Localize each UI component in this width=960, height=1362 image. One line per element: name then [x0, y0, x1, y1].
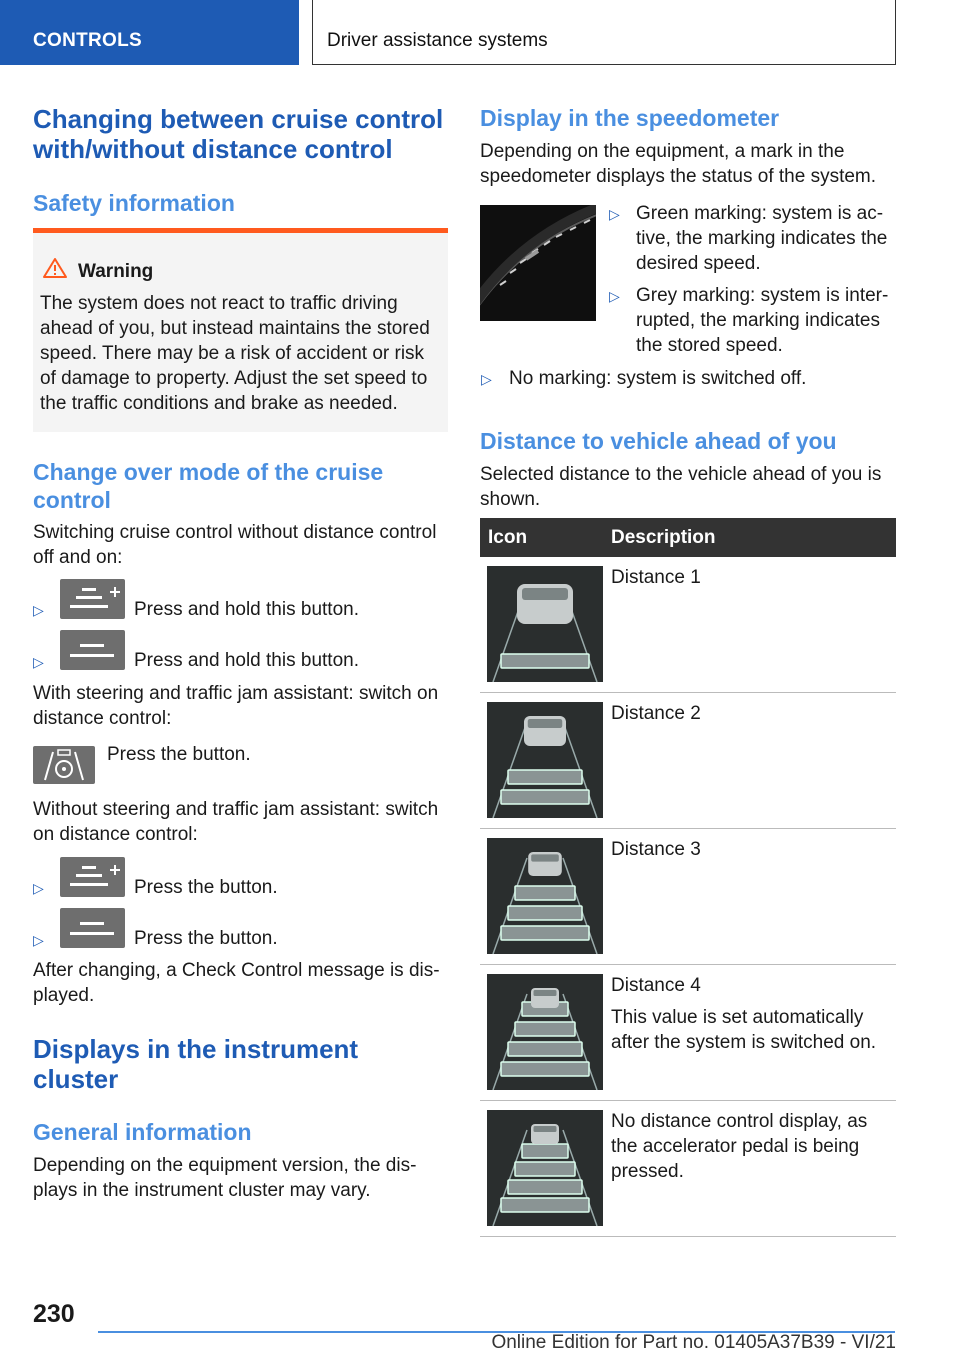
- distance-button-icon: [60, 908, 125, 948]
- warning-title: Warning: [78, 261, 154, 282]
- table-col-icon: Icon: [488, 527, 528, 548]
- paragraph-switching: Switching cruise control without distance control off and on:: [33, 522, 437, 568]
- paragraph-general: Depending on the equipment version, the displays in the instrument cluster may vary.: [33, 1155, 417, 1201]
- step-press-button-4: Press the button.: [134, 928, 278, 949]
- bullet-triangle-icon: ▷: [481, 371, 492, 387]
- heading-general-information: General information: [33, 1119, 252, 1145]
- heading-change-over-mode: Change over mode of the cruise control: [33, 459, 384, 513]
- distance-level-icon: [487, 974, 603, 1090]
- distance-button-icon: [60, 630, 125, 670]
- heading-safety-information: Safety information: [33, 190, 235, 216]
- table-cell-note: This value is set automatically after the system is switched on.: [611, 1007, 877, 1053]
- heading-changing-cruise-control: Changing between cruise control with/without distance control: [33, 104, 444, 164]
- bullet-triangle-icon: ▷: [33, 654, 44, 670]
- distance-level-icon: [487, 702, 603, 818]
- heading-display-speedometer: Display in the speedometer: [480, 105, 780, 131]
- distance-level-icon: [487, 838, 603, 954]
- table-cell-description: Distance 3: [611, 839, 701, 860]
- paragraph-without-assistant: Without steering and traffic jam assistant: switch on distance control:: [33, 799, 439, 845]
- distance-plus-button-icon: [60, 857, 125, 897]
- bullet-triangle-icon: ▷: [33, 880, 44, 896]
- chapter-title: Driver assistance systems: [312, 0, 896, 65]
- bullet-triangle-icon: ▷: [33, 932, 44, 948]
- step-press-hold-1: Press and hold this button.: [134, 599, 359, 620]
- warning-triangle-icon: [42, 257, 68, 279]
- warning-text: The system does not react to traffic driving ahead of you, but instead maintains the stored speed. There may be a risk of accident or risk of damage to property. Adjust the set speed to the traffic conditions and brake as needed.: [40, 293, 430, 414]
- table-row: [480, 557, 896, 693]
- table-cell-description: Distance 1: [611, 567, 701, 588]
- section-tab: CONTROLS: [0, 0, 299, 65]
- paragraph-with-assistant: With steering and traffic jam assistant: switch on distance control:: [33, 683, 439, 729]
- distance-level-icon: [487, 1110, 603, 1226]
- table-row: [480, 829, 896, 965]
- table-cell-description: Distance 2: [611, 703, 701, 724]
- distance-level-icon: [487, 566, 603, 682]
- bullet-triangle-icon: ▷: [609, 206, 620, 222]
- paragraph-speedometer: Depending on the equipment, a mark in the speedometer displays the status of the system.: [480, 141, 877, 187]
- step-press-hold-2: Press and hold this button.: [134, 650, 359, 671]
- bullet-green-marking: Green marking: system is active, the marking indicates the desired speed.: [636, 203, 888, 274]
- table-row: [480, 965, 896, 1101]
- speedometer-image: [480, 205, 596, 321]
- table-cell-description: No distance control display, as the accelerator pedal is being pressed.: [611, 1111, 868, 1182]
- paragraph-distance: Selected distance to the vehicle ahead of you is shown.: [480, 464, 882, 510]
- heading-displays-instrument-cluster: Displays in the instrument cluster: [33, 1034, 359, 1094]
- footer-edition: Online Edition for Part no. 01405A37B39 - VI/21: [491, 1332, 896, 1353]
- heading-distance-vehicle-ahead: Distance to vehicle ahead of you: [480, 428, 837, 454]
- steering-assistant-button-icon: [33, 746, 95, 784]
- table-row: [480, 693, 896, 829]
- table-row: [480, 1101, 896, 1237]
- steering-wheel-icon: [33, 746, 95, 784]
- table-header: [480, 518, 896, 557]
- paragraph-after-changing: After changing, a Check Control message is displayed.: [33, 960, 440, 1006]
- bullet-no-marking: No marking: system is switched off.: [509, 368, 807, 389]
- step-press-button: Press the button.: [107, 744, 251, 765]
- table-col-description: Description: [611, 527, 716, 548]
- bullet-triangle-icon: ▷: [33, 602, 44, 618]
- table-cell-description: Distance 4: [611, 975, 701, 996]
- distance-plus-button-icon: [60, 579, 125, 619]
- step-press-button-3: Press the button.: [134, 877, 278, 898]
- page-number: 230: [33, 1300, 75, 1328]
- bullet-grey-marking: Grey marking: system is interrupted, the marking indicates the stored speed.: [636, 285, 889, 356]
- warning-box: [33, 228, 448, 432]
- bullet-triangle-icon: ▷: [609, 288, 620, 304]
